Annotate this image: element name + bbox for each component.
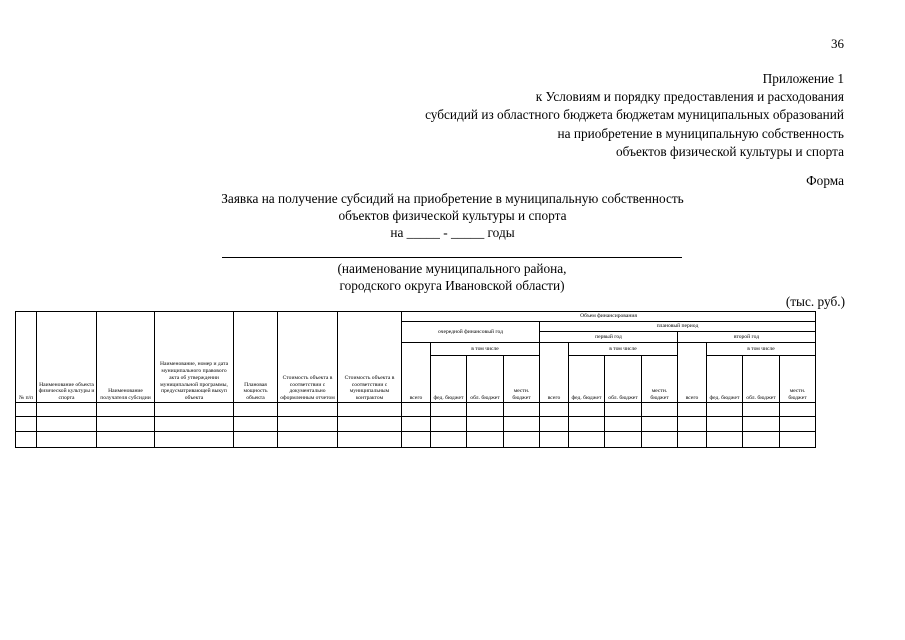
- header-total: всего: [540, 343, 569, 403]
- header-first-year: первый год: [540, 332, 678, 343]
- header-cost-document: Стоимость объекта в соответствии с документально оформленным отчетом: [278, 312, 338, 403]
- table-row: [16, 403, 816, 417]
- header-object-name: Наименование объекта физической культуры и спорта: [37, 312, 97, 403]
- header-fed-budget: фед. бюджет: [707, 356, 743, 403]
- form-label: Форма: [806, 173, 844, 188]
- caption-line: (наименование муниципального района,: [337, 261, 567, 276]
- title-line: объектов физической культуры и спорта: [338, 208, 567, 223]
- header-num: № п/п: [16, 312, 37, 403]
- fill-in-line: [222, 257, 682, 258]
- header-recipient: Наименование получателя субсидии: [97, 312, 155, 403]
- appendix-header: [244, 70, 844, 161]
- header-local-budget: местн. бюджет: [780, 356, 816, 403]
- header-obl-budget: обл. бюджет: [743, 356, 780, 403]
- caption-line: городского округа Ивановской области): [339, 278, 565, 293]
- request-table: [15, 311, 816, 448]
- header-second-year: второй год: [678, 332, 816, 343]
- header-including: в том числе: [569, 343, 678, 356]
- header-cost-contract: Стоимость объекта в соответствии с муниципальным контрактом: [338, 312, 402, 403]
- appendix-line: на приобретение в муниципальную собственность: [557, 125, 844, 141]
- header-fed-budget: фед. бюджет: [431, 356, 467, 403]
- header-local-budget: местн. бюджет: [504, 356, 540, 403]
- table-row: [16, 417, 816, 432]
- header-capacity: Плановая мощность объекта: [234, 312, 278, 403]
- header-fed-budget: фед. бюджет: [569, 356, 605, 403]
- header-obl-budget: обл. бюджет: [605, 356, 642, 403]
- header-including: в том числе: [431, 343, 540, 356]
- header-obl-budget: обл. бюджет: [467, 356, 504, 403]
- header-total: всего: [402, 343, 431, 403]
- table-row: [16, 432, 816, 448]
- header-planning-period: плановый период: [540, 322, 816, 332]
- appendix-line: Приложение 1: [762, 71, 844, 86]
- header-legal-act: Наименование, номер и дата муниципального правового акта об утверждении муниципальной программы, предусматривающей выкуп объекта: [155, 312, 234, 403]
- appendix-line: субсидий из областного бюджета бюджетам муниципальных образований: [425, 107, 844, 123]
- header-total: всего: [678, 343, 707, 403]
- header-current-year: очередной финансовый год: [402, 322, 540, 343]
- header-including: в том числе: [707, 343, 816, 356]
- header-funding-volume: Объем финансирования: [402, 312, 816, 322]
- municipality-caption: [222, 260, 682, 294]
- header-local-budget: местн. бюджет: [642, 356, 678, 403]
- title-line: на _____ - _____ годы: [390, 225, 515, 240]
- appendix-line: объектов физической культуры и спорта: [615, 143, 844, 159]
- page-number: 36: [831, 36, 844, 51]
- title-line: Заявка на получение субсидий на приобретение в муниципальную собственность: [221, 191, 684, 206]
- appendix-line: к Условиям и порядку предоставления и расходования: [535, 89, 844, 105]
- units-label: (тыс. руб.): [785, 294, 845, 309]
- document-title: [130, 190, 775, 241]
